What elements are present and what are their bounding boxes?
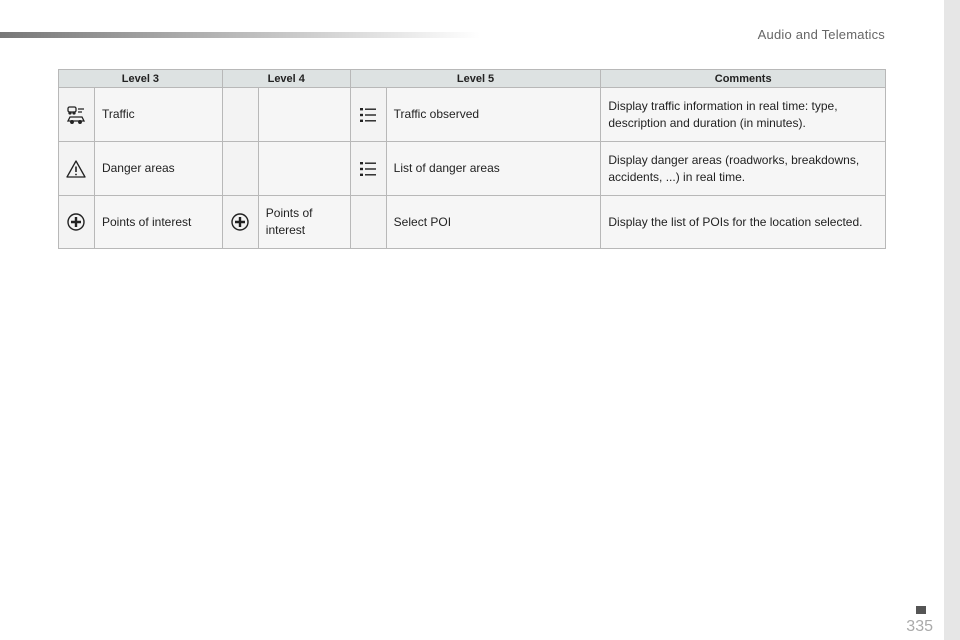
header-level-4: Level 4 <box>222 70 350 88</box>
level5-label: Traffic observed <box>386 88 601 142</box>
header-comments: Comments <box>601 70 886 88</box>
traffic-icon <box>65 104 87 126</box>
level4-label <box>258 88 350 142</box>
poi-plus-icon <box>65 211 87 233</box>
level5-label: List of danger areas <box>386 142 601 196</box>
table-row <box>59 142 886 196</box>
level3-label: Points of interest <box>94 196 222 249</box>
level5-label: Select POI <box>386 196 601 249</box>
comments-cell: Display danger areas (roadworks, breakdowns, accidents, ...) in real time. <box>601 142 886 196</box>
level3-label: Danger areas <box>94 142 222 196</box>
comments-cell: Display traffic information in real time: type, description and duration (in minutes). <box>601 88 886 142</box>
table-row <box>59 88 886 142</box>
level3-label: Traffic <box>94 88 222 142</box>
list-icon <box>357 158 379 180</box>
level4-label <box>258 142 350 196</box>
comments-cell: Display the list of POIs for the location selected. <box>601 196 886 249</box>
level4-label: Points of interest <box>258 196 350 249</box>
warning-icon <box>65 158 87 180</box>
header-gradient-bar <box>0 32 480 38</box>
table-row <box>59 196 886 249</box>
section-title: Audio and Telematics <box>757 27 885 42</box>
menu-levels-table <box>58 69 886 249</box>
table-header-row <box>59 70 886 88</box>
page-number: 335 <box>906 618 933 635</box>
poi-plus-icon <box>229 211 251 233</box>
header-level-3: Level 3 <box>59 70 223 88</box>
page-corner-mark <box>916 606 926 614</box>
list-icon <box>357 104 379 126</box>
header-level-5: Level 5 <box>350 70 601 88</box>
page-edge-strip <box>944 0 960 640</box>
